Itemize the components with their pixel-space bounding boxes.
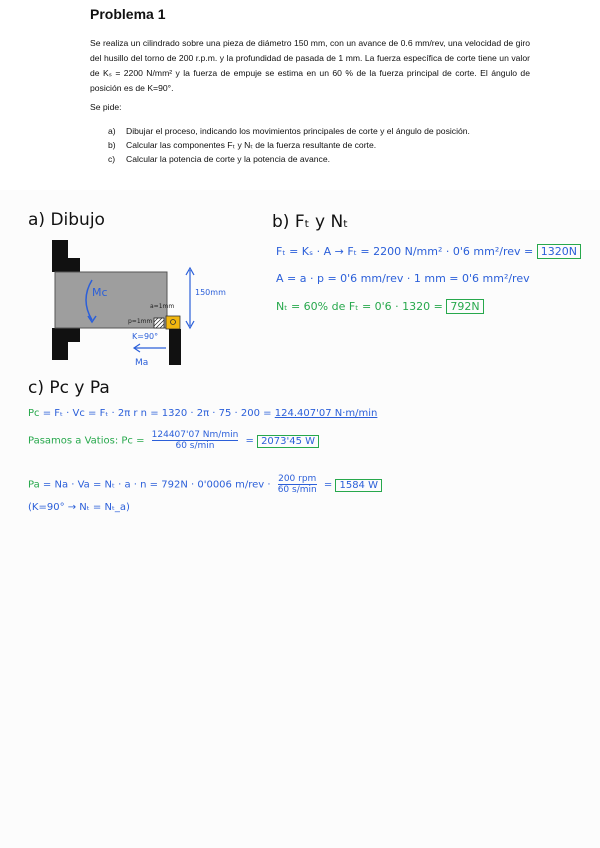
ma-label: Ma <box>135 358 149 368</box>
pa-result: 1584 W <box>335 479 382 492</box>
chuck-jaw-bottom <box>52 328 80 360</box>
depth-label: a=1mm <box>150 303 175 310</box>
pa-fraction-den: 60 s/min <box>277 485 317 495</box>
angle-label: K=90° <box>132 332 159 341</box>
heading-a: a) Dibujo <box>28 210 105 230</box>
tool-holder <box>169 329 181 365</box>
feed-label: p=1mm <box>128 318 153 325</box>
problem-statement <box>0 0 600 190</box>
diameter-label: 150mm <box>195 288 226 297</box>
nt-formula <box>276 300 484 313</box>
task-marker: a) <box>108 126 116 136</box>
pa-formula: Pa = Na · Va = Nₜ · a · n = 792N · 0'0006 m/rev · 200 rpm 60 s/min = 1584 W <box>28 474 382 495</box>
list-item <box>108 124 508 138</box>
ft-formula-right: → Fₜ = 2200 N/mm² · 0'6 mm²/rev = <box>334 245 534 258</box>
task-text: Dibujar el proceso, indicando los movimientos principales de corte y el ángulo de posición. <box>126 126 470 136</box>
handwritten-solution <box>0 190 600 848</box>
nt-formula-left: Nₜ = 60% de Fₜ = 0'6 · 1320 = <box>276 300 443 313</box>
pc-watts-formula: Pasamos a Vatios: Pc = 124407'07 Nm/min 60 s/min = 2073'45 W <box>28 430 319 451</box>
pc-fraction-den: 60 s/min <box>175 441 215 451</box>
nt-result: 792N <box>446 299 483 314</box>
pa-formula-right: = Na · Va = Nₜ · a · n = 792N · 0'0006 m/rev · <box>42 479 271 491</box>
problem-title: Problema 1 <box>90 6 166 22</box>
turning-process-drawing <box>40 240 255 375</box>
task-text: Calcular las componentes Fₜ y Nₜ de la fuerza resultante de corte. <box>126 140 377 150</box>
task-list <box>108 124 508 166</box>
pc-result-w: 2073'45 W <box>257 435 319 448</box>
pc-fraction <box>152 430 239 451</box>
tool-insert <box>166 316 180 329</box>
angle-note: (K=90° → Nₜ = Nₜ_a) <box>28 502 130 513</box>
task-marker: c) <box>108 154 116 164</box>
ft-formula-left: Fₜ = Kₛ · A <box>276 245 332 258</box>
mc-label: Mc <box>92 286 108 299</box>
ft-result: 1320N <box>537 244 581 259</box>
pc-formula-right: = Fₜ · Vc = Fₜ · 2π r n = 1320 · 2π · 75 · 200 = <box>42 408 272 419</box>
ft-formula <box>276 245 581 258</box>
chuck-jaw-top <box>52 240 80 272</box>
problem-text: Se realiza un cilindrado sobre una pieza de diámetro 150 mm, con un avance de 0.6 mm/rev, una velocidad de giro del husillo del torno de 200 r.p.m. y la profundidad de pasada de 1 mm. La fuerza específica de corte tiene un valor de Kₛ = 2200 N/mm² y la fuerza de empuje se estima en un 60 % de la fuerza principal de corte. El ángulo de posición es de K=90°. <box>90 38 530 93</box>
pc-result-nm: 124.407'07 N·m/min <box>274 408 378 419</box>
asks-label: Se pide: <box>90 102 122 112</box>
list-item <box>108 138 508 152</box>
pc-fraction-num: 124407'07 Nm/min <box>151 430 239 440</box>
pa-fraction <box>278 474 317 495</box>
task-text: Calcular la potencia de corte y la potencia de avance. <box>126 154 330 164</box>
pc-formula <box>28 408 377 419</box>
task-marker: b) <box>108 140 116 150</box>
pa-fraction-num: 200 rpm <box>278 474 317 484</box>
pa-symbol: Pa <box>28 479 40 491</box>
pc-watts-label: Pasamos a Vatios: Pc = <box>28 435 145 447</box>
heading-b: b) Fₜ y Nₜ <box>272 212 349 232</box>
area-formula: A = a · p = 0'6 mm/rev · 1 mm = 0'6 mm²/rev <box>276 272 530 285</box>
list-item <box>108 152 508 166</box>
pc-symbol: Pc <box>28 408 40 419</box>
heading-c: c) Pc y Pa <box>28 378 110 398</box>
